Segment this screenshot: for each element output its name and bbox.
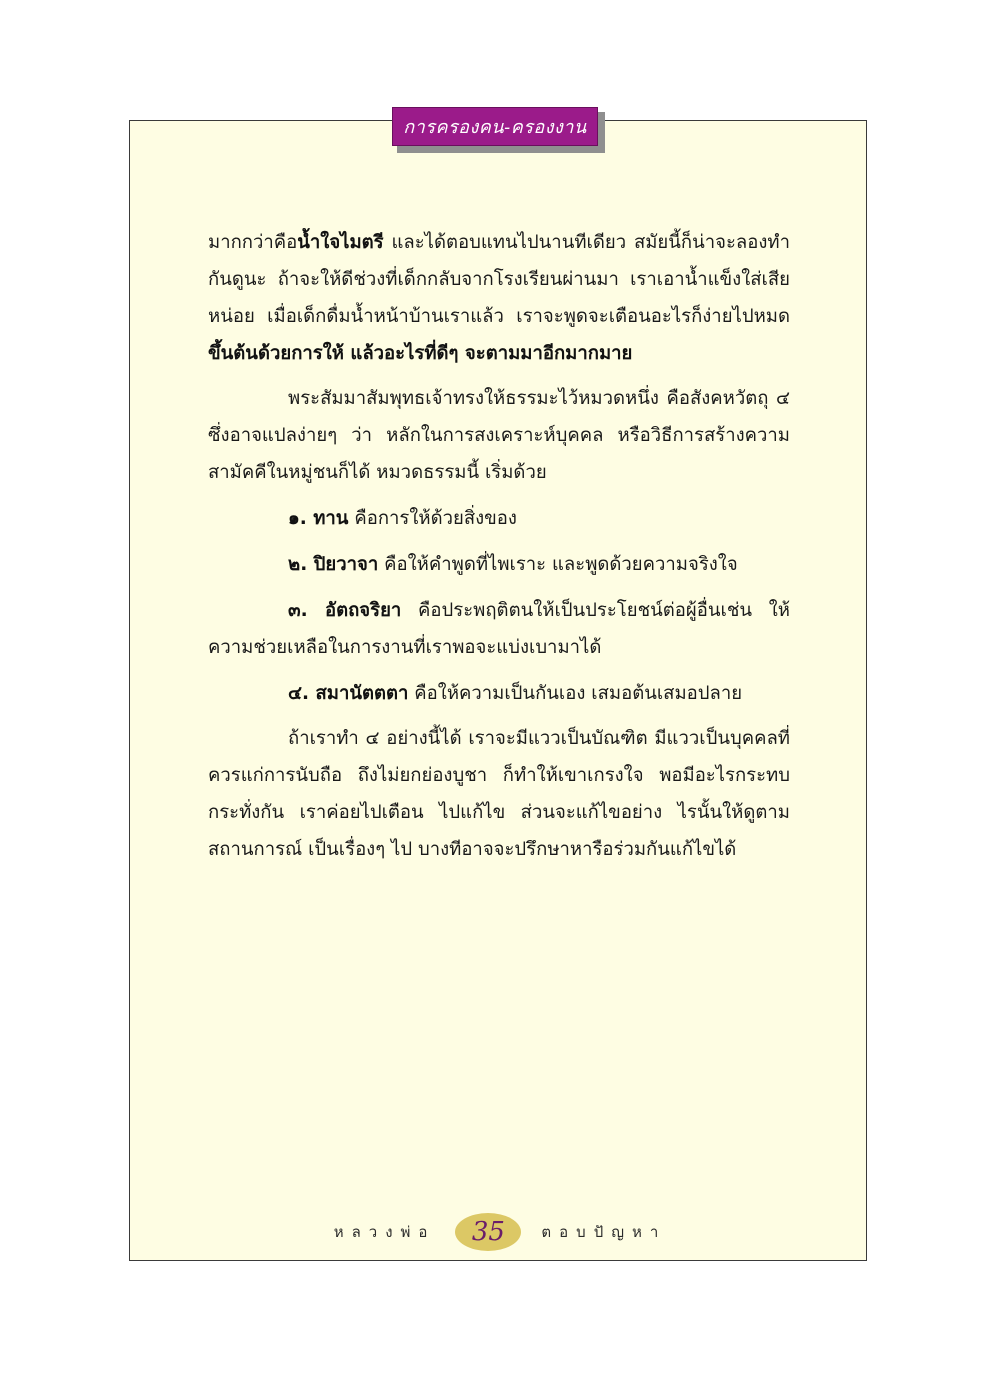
paragraph-1: [208, 224, 790, 372]
chapter-header: การครองคน-ครองงาน: [392, 107, 598, 146]
bold-text: น้ำใจไมตรี: [297, 232, 384, 253]
body-text: [208, 224, 790, 868]
item-term: ๑. ทาน: [288, 508, 349, 529]
text-run: และได้ตอบแทนไปนานทีเดียว สมัยนี้ก็น่าจะลองทำกันดูนะ ถ้าจะให้ดีช่วงที่เด็กกลับจากโรงเรียนผ่านมา เราเอาน้ำแข็งใส่เสียหน่อย เมื่อเด็กดื่มน้ำหน้าบ้านเราแล้ว เราจะพูดจะเตือนอะไรก็ง่ายไปหมด: [208, 232, 790, 327]
item-term: ๔. สมานัตตตา: [288, 683, 409, 704]
page-footer: [0, 1210, 1000, 1254]
list-item: [208, 592, 790, 666]
footer-left-text: หลวงพ่อ: [333, 1223, 436, 1241]
page-number: 35: [455, 1213, 521, 1251]
item-desc: คือให้คำพูดที่ไพเราะ และพูดด้วยความจริงใจ: [378, 554, 738, 575]
text-run: มากกว่าคือ: [208, 232, 298, 253]
list-item: [208, 546, 790, 583]
footer-right-text: ตอบปัญหา: [541, 1223, 667, 1241]
item-term: ๒. ปิยวาจา: [288, 554, 379, 575]
list-item: [208, 675, 790, 712]
item-desc: คือประพฤติตนให้เป็นประโยชน์ต่อผู้อื่นเช่น ให้ความช่วยเหลือในการงานที่เราพอจะแบ่งเบามาได้: [208, 600, 790, 658]
item-desc: คือการให้ด้วยสิ่งของ: [348, 508, 517, 529]
item-term: ๓. อัตถจริยา: [288, 600, 402, 621]
bold-text: ขึ้นต้นด้วยการให้ แล้วอะไรที่ดีๆ จะตามมาอีกมากมาย: [208, 343, 633, 364]
paragraph-3: ถ้าเราทำ ๔ อย่างนี้ได้ เราจะมีแววเป็นบัณฑิต มีแววเป็นบุคคลที่ควรแก่การนับถือ ถึงไม่ยกย่องบูชา ก็ทำให้เขาเกรงใจ พอมีอะไรกระทบกระทั่งกัน เราค่อยไปเตือน ไปแก้ไข ส่วนจะแก้ไขอย่าง ไรนั้นให้ดูตามสถานการณ์ เป็นเรื่องๆ ไป บางทีอาจจะปรึกษาหารือร่วมกันแก้ไขได้: [208, 728, 790, 860]
item-desc: คือให้ความเป็นกันเอง เสมอต้นเสมอปลาย: [408, 683, 743, 704]
paragraph-2: พระสัมมาสัมพุทธเจ้าทรงให้ธรรมะไว้หมวดหนึ่ง คือสังคหวัตถุ ๔ ซึ่งอาจแปลง่ายๆ ว่า หลักในการสงเคราะห์บุคคล หรือวิธีการสร้างความสามัคคีในหมู่ชนก็ได้ หมวดธรรมนี้ เริ่มด้วย: [208, 388, 790, 483]
list-item: [208, 500, 790, 537]
